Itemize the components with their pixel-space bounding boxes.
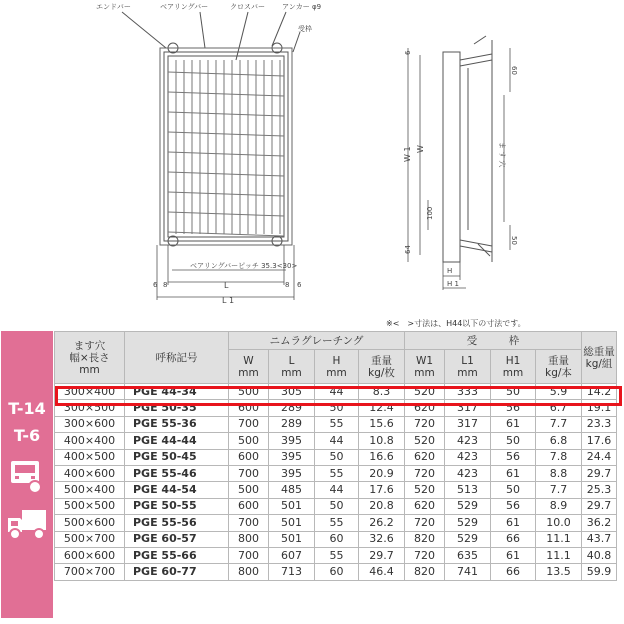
cell-h: 60 <box>315 531 359 547</box>
dim-60: 60 <box>510 66 518 75</box>
dim-100: 100 <box>426 206 434 220</box>
cell-hole-size: 500×700 <box>55 531 125 547</box>
table-row <box>55 515 617 531</box>
cell-hole-size: 400×500 <box>55 449 125 465</box>
load-class-t6: T-6 <box>13 426 41 445</box>
label-bearing-bar: ベアリングバー <box>160 3 209 11</box>
cell-model: PGE 44-44 <box>125 433 229 449</box>
cell-w: 500 <box>229 482 269 498</box>
cell-total-weight: 23.3 <box>582 416 617 432</box>
dim-6-right: 6 <box>297 281 302 289</box>
cell-total-weight: 59.9 <box>582 564 617 580</box>
cell-l: 395 <box>269 465 315 481</box>
cell-model: PGE 55-66 <box>125 547 229 563</box>
cell-model: PGE 50-55 <box>125 498 229 514</box>
cell-h1: 56 <box>491 400 536 416</box>
cell-l1: 333 <box>445 384 491 400</box>
cell-h1: 61 <box>491 416 536 432</box>
cell-total-weight: 43.7 <box>582 531 617 547</box>
cell-l1: 529 <box>445 531 491 547</box>
dim-L: L <box>224 281 229 290</box>
cell-l: 395 <box>269 433 315 449</box>
cell-w1: 520 <box>405 482 445 498</box>
cross-bar-line <box>168 152 284 156</box>
cell-l: 485 <box>269 482 315 498</box>
cell-hole-size: 500×500 <box>55 498 125 514</box>
cell-h1: 66 <box>491 564 536 580</box>
header-L1: L1 mm <box>445 350 491 384</box>
truck-side-icon <box>6 506 50 542</box>
cell-hole-size: 400×400 <box>55 433 125 449</box>
cell-w: 800 <box>229 531 269 547</box>
cell-weight: 10.8 <box>359 433 405 449</box>
cell-w: 600 <box>229 449 269 465</box>
header-frame: 受 枠 <box>405 332 582 350</box>
cell-w: 700 <box>229 465 269 481</box>
dim-W: W <box>416 145 425 153</box>
cell-weight: 17.6 <box>359 482 405 498</box>
header-H1: H1 mm <box>491 350 536 384</box>
cell-w1: 720 <box>405 547 445 563</box>
cross-bar-line <box>168 132 284 136</box>
cell-h: 50 <box>315 449 359 465</box>
dim-50: 50 <box>510 236 518 245</box>
table-row <box>55 433 617 449</box>
cell-h: 55 <box>315 465 359 481</box>
cell-l: 395 <box>269 449 315 465</box>
table-row <box>55 384 617 400</box>
cell-w: 600 <box>229 400 269 416</box>
table-row <box>55 416 617 432</box>
cell-total-weight: 25.3 <box>582 482 617 498</box>
cell-l1: 529 <box>445 515 491 531</box>
cell-h1: 66 <box>491 531 536 547</box>
dimension-note: ※< >寸法は、H44以下の寸法です。 <box>386 319 526 328</box>
header-W: W mm <box>229 350 269 384</box>
cell-l1: 513 <box>445 482 491 498</box>
cell-w1: 520 <box>405 384 445 400</box>
label-hole: ま す 穴 <box>498 142 506 168</box>
dim-L1: L 1 <box>222 296 235 305</box>
cell-frame-weight: 8.9 <box>536 498 582 514</box>
cell-w: 600 <box>229 498 269 514</box>
table-row <box>55 449 617 465</box>
cell-h: 44 <box>315 433 359 449</box>
cell-h1: 50 <box>491 384 536 400</box>
cell-hole-size: 400×600 <box>55 465 125 481</box>
header-total: 総重量 kg/組 <box>582 332 617 384</box>
header-grating: ニムラグレーチング <box>229 332 405 350</box>
cell-h1: 61 <box>491 515 536 531</box>
cell-weight: 46.4 <box>359 564 405 580</box>
cell-w1: 720 <box>405 416 445 432</box>
cell-frame-weight: 11.1 <box>536 531 582 547</box>
cell-l1: 317 <box>445 416 491 432</box>
cell-model: PGE 44-34 <box>125 384 229 400</box>
dim-H: H <box>447 267 453 275</box>
header-frame-weight: 重量 kg/本 <box>536 350 582 384</box>
cross-bar-line <box>168 192 284 196</box>
cell-hole-size: 600×600 <box>55 547 125 563</box>
table-row <box>55 482 617 498</box>
dim-6-left: 6 <box>153 281 158 289</box>
cell-total-weight: 29.7 <box>582 465 617 481</box>
cell-l1: 423 <box>445 449 491 465</box>
cell-weight: 12.4 <box>359 400 405 416</box>
cross-bar-line <box>168 172 284 176</box>
header-weight: 重量 kg/枚 <box>359 350 405 384</box>
cell-frame-weight: 7.7 <box>536 482 582 498</box>
table-row <box>55 564 617 580</box>
cell-frame-weight: 6.7 <box>536 400 582 416</box>
cell-model: PGE 50-35 <box>125 400 229 416</box>
cross-bar-line <box>168 112 284 116</box>
cross-bar-line <box>168 72 284 76</box>
cell-weight: 32.6 <box>359 531 405 547</box>
cell-h: 55 <box>315 416 359 432</box>
cell-weight: 15.6 <box>359 416 405 432</box>
cross-bar-line <box>168 232 284 236</box>
cell-l: 501 <box>269 515 315 531</box>
dim-8-right: 8 <box>285 281 290 289</box>
table-row <box>55 531 617 547</box>
cell-model: PGE 55-46 <box>125 465 229 481</box>
cell-hole-size: 300×500 <box>55 400 125 416</box>
cell-w: 800 <box>229 564 269 580</box>
cell-hole-size: 500×600 <box>55 515 125 531</box>
cell-l1: 741 <box>445 564 491 580</box>
cell-h: 55 <box>315 547 359 563</box>
cell-l1: 423 <box>445 465 491 481</box>
cell-l: 501 <box>269 531 315 547</box>
cell-l: 289 <box>269 400 315 416</box>
cell-hole-size: 700×700 <box>55 564 125 580</box>
cross-bar-line <box>168 212 284 216</box>
label-cross-bar: クロスバー <box>230 3 265 11</box>
dim-W1: W 1 <box>403 146 412 162</box>
load-class-t14: T-14 <box>8 399 46 418</box>
cross-bars <box>168 72 284 236</box>
cell-frame-weight: 11.1 <box>536 547 582 563</box>
cell-total-weight: 40.8 <box>582 547 617 563</box>
cell-frame-weight: 6.8 <box>536 433 582 449</box>
table-row <box>55 400 617 416</box>
cell-hole-size: 300×400 <box>55 384 125 400</box>
label-frame: 受枠 <box>298 25 312 33</box>
load-class-sidebar <box>1 331 53 618</box>
cell-frame-weight: 7.7 <box>536 416 582 432</box>
cell-frame-weight: 8.8 <box>536 465 582 481</box>
cell-w: 700 <box>229 547 269 563</box>
cell-h1: 56 <box>491 449 536 465</box>
cell-w1: 720 <box>405 515 445 531</box>
truck-front-icon <box>7 459 47 495</box>
cell-model: PGE 44-54 <box>125 482 229 498</box>
cell-w: 700 <box>229 515 269 531</box>
cell-w1: 820 <box>405 564 445 580</box>
cell-h: 44 <box>315 482 359 498</box>
cell-l1: 423 <box>445 433 491 449</box>
table-row <box>55 465 617 481</box>
label-end-bar: エンドバー <box>96 3 131 11</box>
cell-w1: 720 <box>405 465 445 481</box>
header-H: H mm <box>315 350 359 384</box>
cell-l: 501 <box>269 498 315 514</box>
cell-w1: 620 <box>405 498 445 514</box>
pitch-label: ベアリングバーピッチ 35.3<30> <box>190 262 298 270</box>
cell-weight: 20.8 <box>359 498 405 514</box>
cell-h1: 50 <box>491 482 536 498</box>
cell-w1: 620 <box>405 400 445 416</box>
cell-total-weight: 24.4 <box>582 449 617 465</box>
cell-h1: 61 <box>491 547 536 563</box>
cell-total-weight: 14.2 <box>582 384 617 400</box>
cell-h: 60 <box>315 564 359 580</box>
cell-weight: 20.9 <box>359 465 405 481</box>
cell-l: 305 <box>269 384 315 400</box>
cell-l: 607 <box>269 547 315 563</box>
header-model: 呼称記号 <box>125 332 229 384</box>
dim-6-top: 6 <box>404 50 412 55</box>
table-row <box>55 498 617 514</box>
header-L: L mm <box>269 350 315 384</box>
cell-w: 500 <box>229 384 269 400</box>
cell-l1: 529 <box>445 498 491 514</box>
cell-total-weight: 29.7 <box>582 498 617 514</box>
cell-w1: 620 <box>405 449 445 465</box>
cell-model: PGE 60-77 <box>125 564 229 580</box>
dim-8-left: 8 <box>163 281 168 289</box>
cell-l1: 317 <box>445 400 491 416</box>
cell-h: 50 <box>315 498 359 514</box>
dim-64: 64 <box>404 245 412 254</box>
cell-h1: 50 <box>491 433 536 449</box>
cell-hole-size: 500×400 <box>55 482 125 498</box>
cell-w1: 520 <box>405 433 445 449</box>
cell-model: PGE 60-57 <box>125 531 229 547</box>
cell-weight: 29.7 <box>359 547 405 563</box>
cell-h1: 56 <box>491 498 536 514</box>
cell-total-weight: 17.6 <box>582 433 617 449</box>
cell-total-weight: 36.2 <box>582 515 617 531</box>
header-hole-size: ます穴 幅×長さ mm <box>55 332 125 384</box>
cell-model: PGE 55-36 <box>125 416 229 432</box>
table-row <box>55 547 617 563</box>
cell-h1: 61 <box>491 465 536 481</box>
cell-w: 700 <box>229 416 269 432</box>
cell-model: PGE 50-45 <box>125 449 229 465</box>
cell-frame-weight: 10.0 <box>536 515 582 531</box>
spec-table <box>54 331 617 581</box>
cell-w: 500 <box>229 433 269 449</box>
cell-l: 289 <box>269 416 315 432</box>
cell-h: 55 <box>315 515 359 531</box>
cell-weight: 16.6 <box>359 449 405 465</box>
cell-model: PGE 55-56 <box>125 515 229 531</box>
header-W1: W1 mm <box>405 350 445 384</box>
cell-hole-size: 300×600 <box>55 416 125 432</box>
cell-frame-weight: 5.9 <box>536 384 582 400</box>
cross-bar-line <box>168 92 284 96</box>
cell-frame-weight: 13.5 <box>536 564 582 580</box>
dim-H1: H 1 <box>447 280 459 288</box>
cell-weight: 26.2 <box>359 515 405 531</box>
cell-l: 713 <box>269 564 315 580</box>
cell-h: 50 <box>315 400 359 416</box>
cell-frame-weight: 7.8 <box>536 449 582 465</box>
cell-w1: 820 <box>405 531 445 547</box>
cell-h: 44 <box>315 384 359 400</box>
cell-l1: 635 <box>445 547 491 563</box>
label-anchor: アンカー φ9 <box>282 3 322 11</box>
bearing-bars <box>176 60 280 234</box>
cell-weight: 8.3 <box>359 384 405 400</box>
cell-total-weight: 19.1 <box>582 400 617 416</box>
